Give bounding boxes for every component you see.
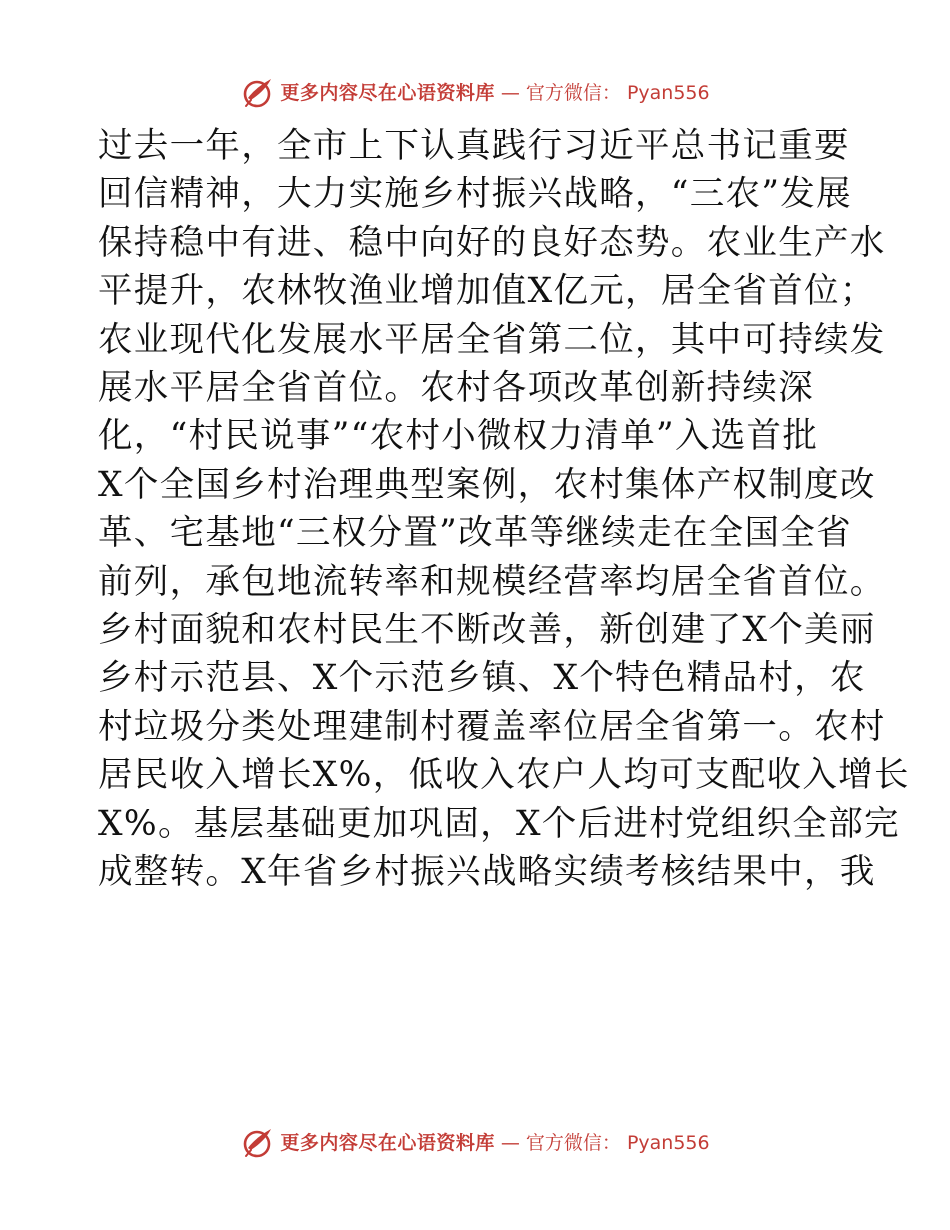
body-line: X个全国乡村治理典型案例，农村集体产权制度改 bbox=[98, 464, 876, 505]
banner-main-text: 更多内容尽在心语资料库 bbox=[280, 82, 495, 104]
body-line: 保持稳中有进、稳中向好的良好态势。农业生产水 bbox=[98, 222, 886, 263]
banner-separator: — bbox=[500, 1132, 520, 1154]
body-line: 过去一年，全市上下认真践行习近平总书记重要 bbox=[98, 126, 850, 166]
body-line: 革、宅基地“三权分置”改革等继续走在全国全省 bbox=[98, 513, 852, 554]
body-line: 成整转。X年省乡村振兴战略实绩考核结果中，我 bbox=[98, 852, 876, 893]
body-line: X%。基层基础更加巩固，X个后进村党组织全部完 bbox=[98, 803, 900, 844]
body-line: 农业现代化发展水平居全省第二位，其中可持续发 bbox=[98, 319, 886, 360]
banner-wechat-id: Pyan556 bbox=[626, 1132, 710, 1154]
body-line: 平提升，农林牧渔业增加值X亿元，居全省首位； bbox=[98, 271, 876, 312]
banner-sub-text: 官方微信： bbox=[525, 82, 621, 104]
body-paragraph bbox=[98, 122, 910, 897]
body-line: 回信精神，大力实施乡村振兴战略，“三农”发展 bbox=[98, 174, 852, 215]
body-line: 乡村面貌和农村民生不断改善，新创建了X个美丽 bbox=[98, 610, 876, 651]
banner-main-text: 更多内容尽在心语资料库 bbox=[280, 1132, 495, 1154]
banner-sub-text: 官方微信： bbox=[525, 1132, 621, 1154]
body-line: 化，“村民说事”“农村小微权力清单”入选首批 bbox=[98, 416, 819, 457]
body-line: 村垃圾分类处理建制村覆盖率位居全省第一。农村 bbox=[98, 706, 886, 747]
body-line: 展水平居全省首位。农村各项改革创新持续深 bbox=[98, 368, 814, 409]
body-line: 乡村示范县、X个示范乡镇、X个特色精品村，农 bbox=[98, 658, 866, 699]
quill-pen-logo-icon bbox=[240, 1126, 274, 1160]
footer-watermark-banner bbox=[0, 1126, 950, 1160]
quill-pen-logo-icon bbox=[240, 76, 274, 110]
body-line: 前列，承包地流转率和规模经营率均居全省首位。 bbox=[98, 561, 886, 602]
body-line: 居民收入增长X%，低收入农户人均可支配收入增长 bbox=[98, 755, 910, 796]
banner-wechat-id: Pyan556 bbox=[626, 82, 710, 104]
banner-separator: — bbox=[500, 82, 520, 104]
header-watermark-banner bbox=[0, 76, 950, 110]
